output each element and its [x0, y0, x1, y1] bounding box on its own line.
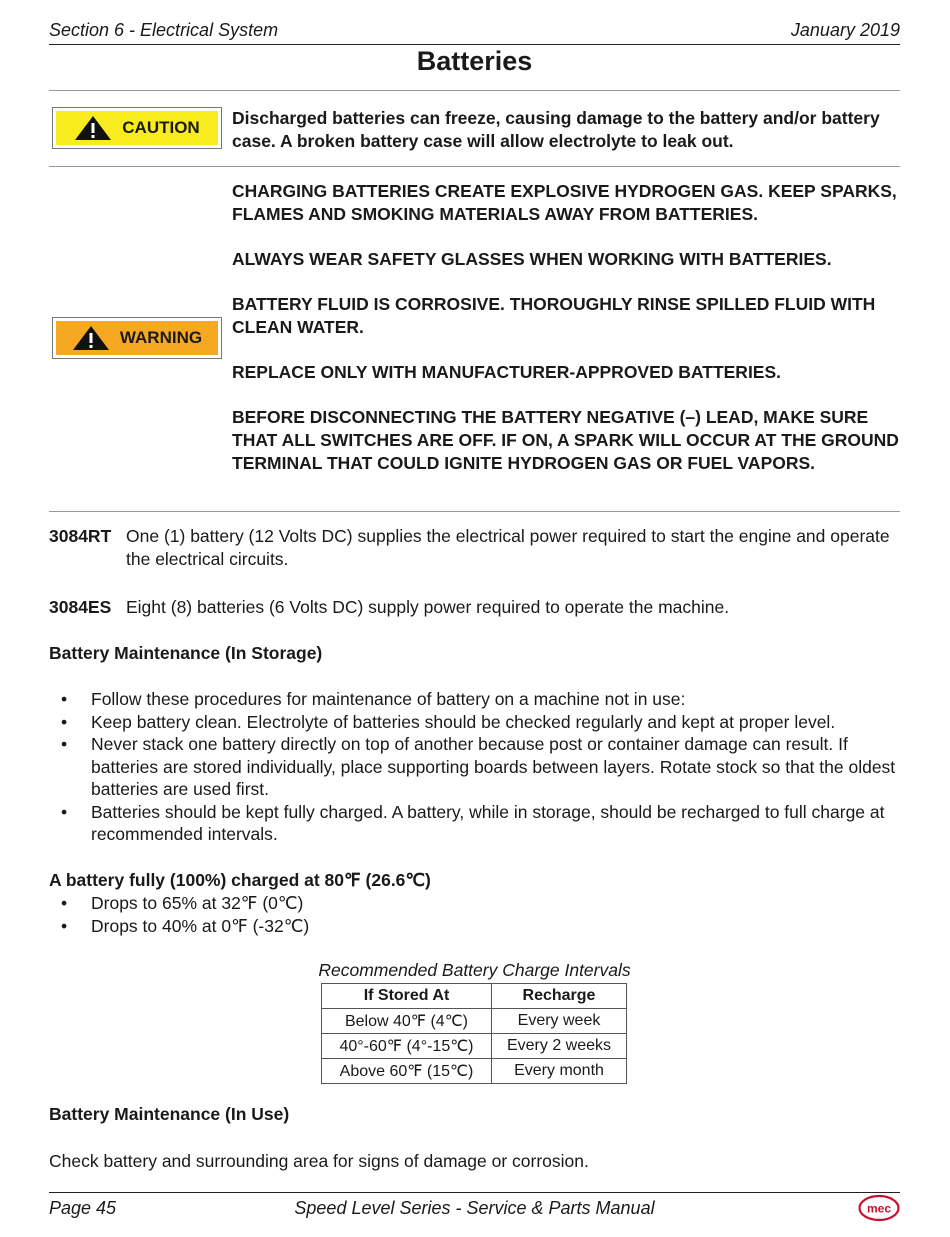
- in-use-text: Check battery and surrounding area for signs of damage or corrosion.: [49, 1151, 589, 1171]
- page-title: Batteries: [416, 46, 533, 76]
- table-cell: Every month: [492, 1059, 627, 1084]
- warning-message: BATTERY FLUID IS CORROSIVE. THOROUGHLY RINSE SPILLED FLUID WITH CLEAN WATER.: [232, 294, 876, 337]
- list-item: • Drops to 40% at 0℉ (-32℃): [61, 915, 310, 936]
- warning-triangle-icon: [74, 115, 112, 141]
- table-cell: 40°-60℉ (4°-15℃): [322, 1034, 492, 1059]
- document-title: Speed Level Series - Service & Parts Manual: [294, 1198, 655, 1218]
- list-item: • Batteries should be kept fully charged. A battery, while in storage, should be recharged to full charge at recommended intervals.: [61, 801, 885, 844]
- warning-messages: [232, 180, 900, 497]
- table-header: If Stored At: [322, 984, 492, 1009]
- page-footer: [49, 1192, 900, 1223]
- warning-message: BEFORE DISCONNECTING THE BATTERY NEGATIVE (–) LEAD, MAKE SURE THAT ALL SWITCHES ARE OFF. IF ON, A SPARK WILL OCCUR AT THE GROUND TERMINAL THAT COULD IGNITE HYDROGEN GAS OR FUEL VAPORS.: [232, 407, 899, 473]
- mec-logo-icon: [858, 1194, 900, 1222]
- table-cell: Below 40℉ (4℃): [322, 1009, 492, 1034]
- table-row: [322, 1034, 627, 1059]
- warning-message: ALWAYS WEAR SAFETY GLASSES WHEN WORKING WITH BATTERIES.: [232, 249, 832, 269]
- caution-label: [52, 107, 222, 149]
- caution-message: Discharged batteries can freeze, causing damage to the battery and/or battery case. A broken battery case will allow electrolyte to leak out.: [232, 108, 880, 151]
- model-description: Eight (8) batteries (6 Volts DC) supply power required to operate the machine.: [126, 597, 730, 617]
- storage-list: [49, 688, 900, 846]
- table-cell: Every 2 weeks: [492, 1034, 627, 1059]
- warning-message: REPLACE ONLY WITH MANUFACTURER-APPROVED BATTERIES.: [232, 362, 782, 382]
- table-header: Recharge: [492, 984, 627, 1009]
- divider: [49, 90, 900, 91]
- date-label: January 2019: [790, 20, 900, 40]
- warning-message: CHARGING BATTERIES CREATE EXPLOSIVE HYDROGEN GAS. KEEP SPARKS, FLAMES AND SMOKING MATERIALS AWAY FROM BATTERIES.: [232, 181, 897, 224]
- caution-word: CAUTION: [122, 118, 200, 137]
- list-item: • Keep battery clean. Electrolyte of batteries should be checked regularly and kept at proper level.: [61, 711, 836, 732]
- section-label: Section 6 - Electrical System: [49, 20, 279, 40]
- model-description: One (1) battery (12 Volts DC) supplies the electrical power required to start the engine and operate the electrical circuits.: [126, 526, 890, 569]
- model-3084rt: [49, 525, 900, 571]
- list-item: • Drops to 65% at 32℉ (0℃): [61, 893, 304, 913]
- warning-label: [52, 317, 222, 359]
- storage-heading: Battery Maintenance (In Storage): [49, 643, 323, 663]
- divider: [49, 166, 900, 167]
- in-use-heading: Battery Maintenance (In Use): [49, 1104, 290, 1124]
- model-code: 3084RT: [49, 526, 112, 546]
- list-item: • Never stack one battery directly on top of another because post or container damage can result. If batteries are stored individually, place supporting boards between layers. Rotate stock so that the oldest batteries are used first.: [61, 734, 896, 799]
- page-number: Page 45: [49, 1198, 117, 1218]
- model-3084es: [49, 596, 900, 619]
- table-row: [322, 1009, 627, 1034]
- model-code: 3084ES: [49, 597, 112, 617]
- charge-list: [49, 892, 900, 937]
- table-header-row: [322, 984, 627, 1009]
- table-row: [322, 1059, 627, 1084]
- page-header: [49, 20, 900, 45]
- divider: [49, 511, 900, 512]
- charge-heading: A battery fully (100%) charged at 80℉ (26.6℃): [49, 870, 431, 890]
- table-caption: Recommended Battery Charge Intervals: [318, 960, 631, 980]
- table-cell: Above 60℉ (15℃): [322, 1059, 492, 1084]
- warning-word: WARNING: [119, 328, 203, 347]
- svg-text:mec: mec: [866, 1201, 892, 1216]
- table-cell: Every week: [492, 1009, 627, 1034]
- manual-page: [49, 0, 900, 1237]
- list-item: • Follow these procedures for maintenance of battery on a machine not in use:: [61, 689, 686, 709]
- warning-triangle-icon: [72, 325, 110, 351]
- charge-interval-table: [321, 983, 627, 1084]
